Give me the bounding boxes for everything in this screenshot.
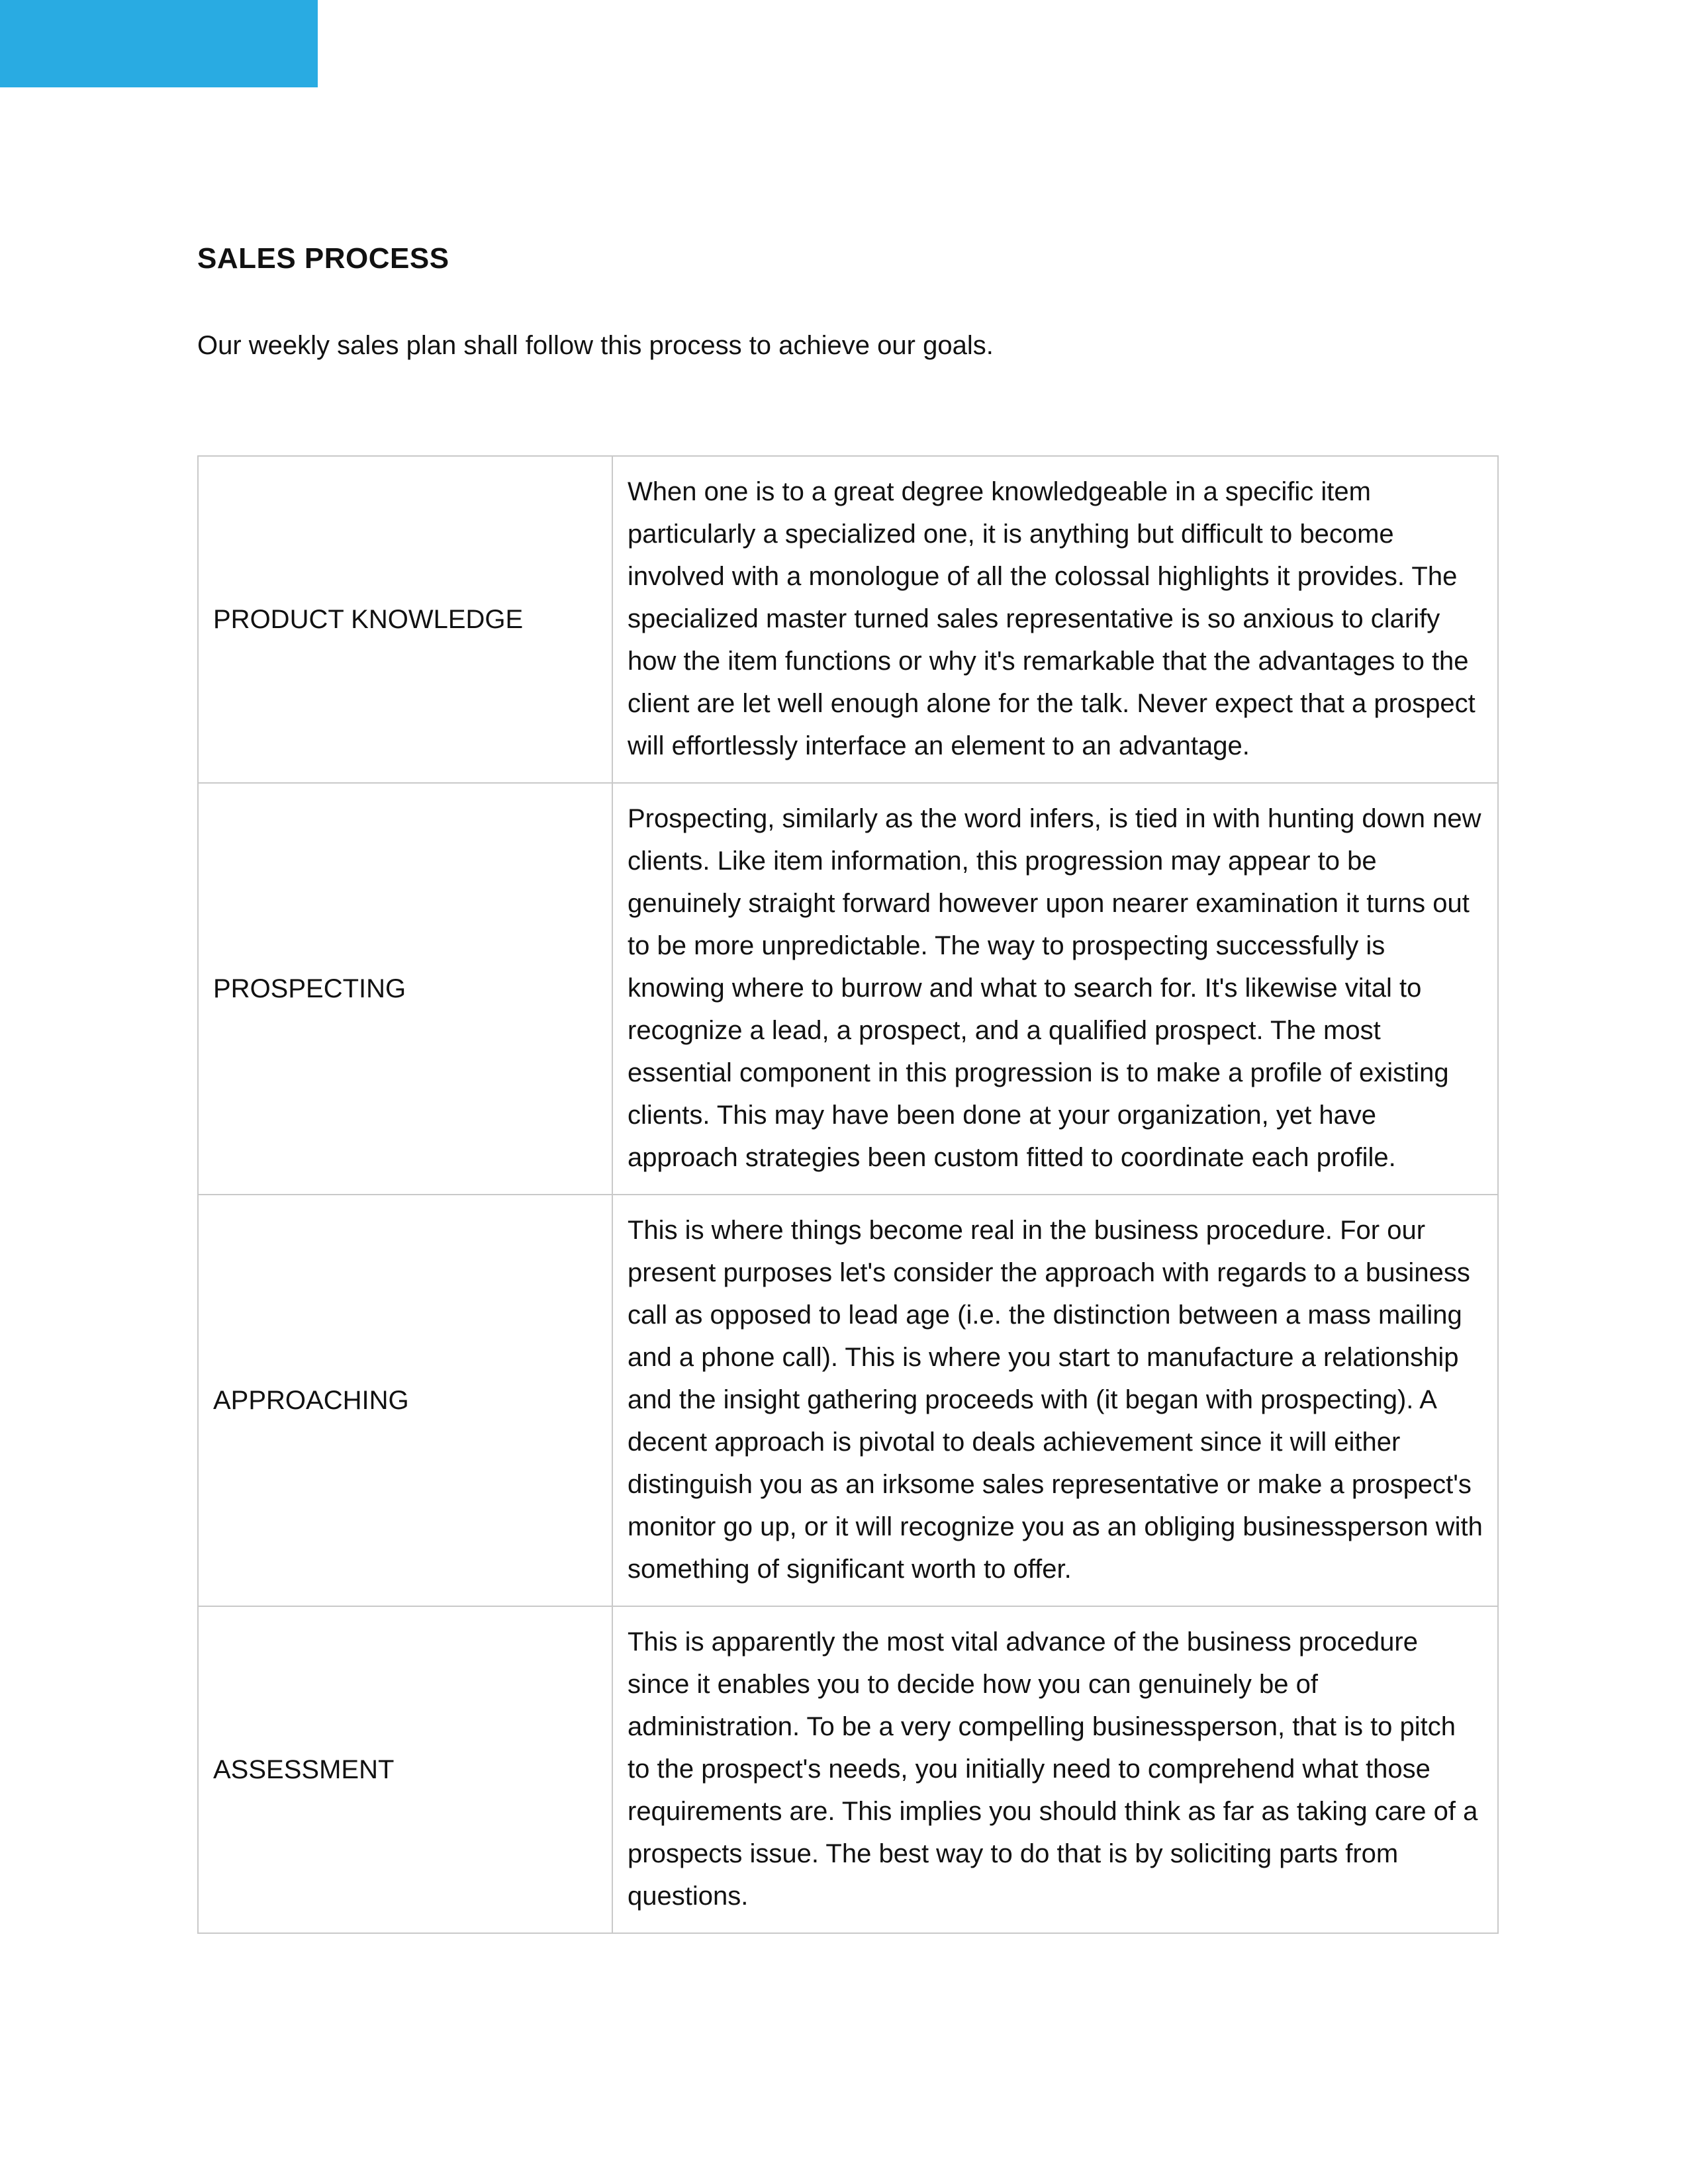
page-title: SALES PROCESS — [197, 242, 449, 275]
table-row — [198, 783, 1498, 1195]
intro-paragraph: Our weekly sales plan shall follow this process to achieve our goals. — [197, 331, 994, 360]
step-label: ASSESSMENT — [198, 1606, 612, 1933]
step-label: APPROACHING — [198, 1195, 612, 1606]
table-row — [198, 456, 1498, 783]
table-row — [198, 1195, 1498, 1606]
table-row — [198, 1606, 1498, 1933]
step-description: This is where things become real in the business procedure. For our present purposes let's consider the approach with regards to a business call as opposed to lead age (i.e. the distinction between a mass mailing and a phone call). This is where you start to manufacture a relationship and the insight gathering proceeds with (it began with prospecting). A decent approach is pivotal to deals achievement since it will either distinguish you as an irksome sales representative or make a prospect's monitor go up, or it will recognize you as an obliging businessperson with something of significant worth to offer. — [612, 1195, 1498, 1606]
step-description: When one is to a great degree knowledgeable in a specific item particularly a specialized one, it is anything but difficult to become involved with a monologue of all the colossal highlights it provides. The specialized master turned sales representative is so anxious to clarify how the item functions or why it's remarkable that the advantages to the client are let well enough alone for the talk. Never expect that a prospect will effortlessly interface an element to an advantage. — [612, 456, 1498, 783]
header-accent-bar — [0, 0, 318, 87]
sales-process-table — [197, 455, 1499, 1934]
step-description: This is apparently the most vital advance of the business procedure since it enables you to decide how you can genuinely be of administration. To be a very compelling businessperson, that is to pitch to the prospect's needs, you initially need to comprehend what those requirements are. This implies you should think as far as taking care of a prospects issue. The best way to do that is by soliciting parts from questions. — [612, 1606, 1498, 1933]
step-label: PROSPECTING — [198, 783, 612, 1195]
step-description: Prospecting, similarly as the word infers, is tied in with hunting down new clients. Like item information, this progression may appear to be genuinely straight forward however upon nearer examination it turns out to be more unpredictable. The way to prospecting successfully is knowing where to burrow and what to search for. It's likewise vital to recognize a lead, a prospect, and a qualified prospect. The most essential component in this progression is to make a profile of existing clients. This may have been done at your organization, yet have approach strategies been custom fitted to coordinate each profile. — [612, 783, 1498, 1195]
step-label: PRODUCT KNOWLEDGE — [198, 456, 612, 783]
